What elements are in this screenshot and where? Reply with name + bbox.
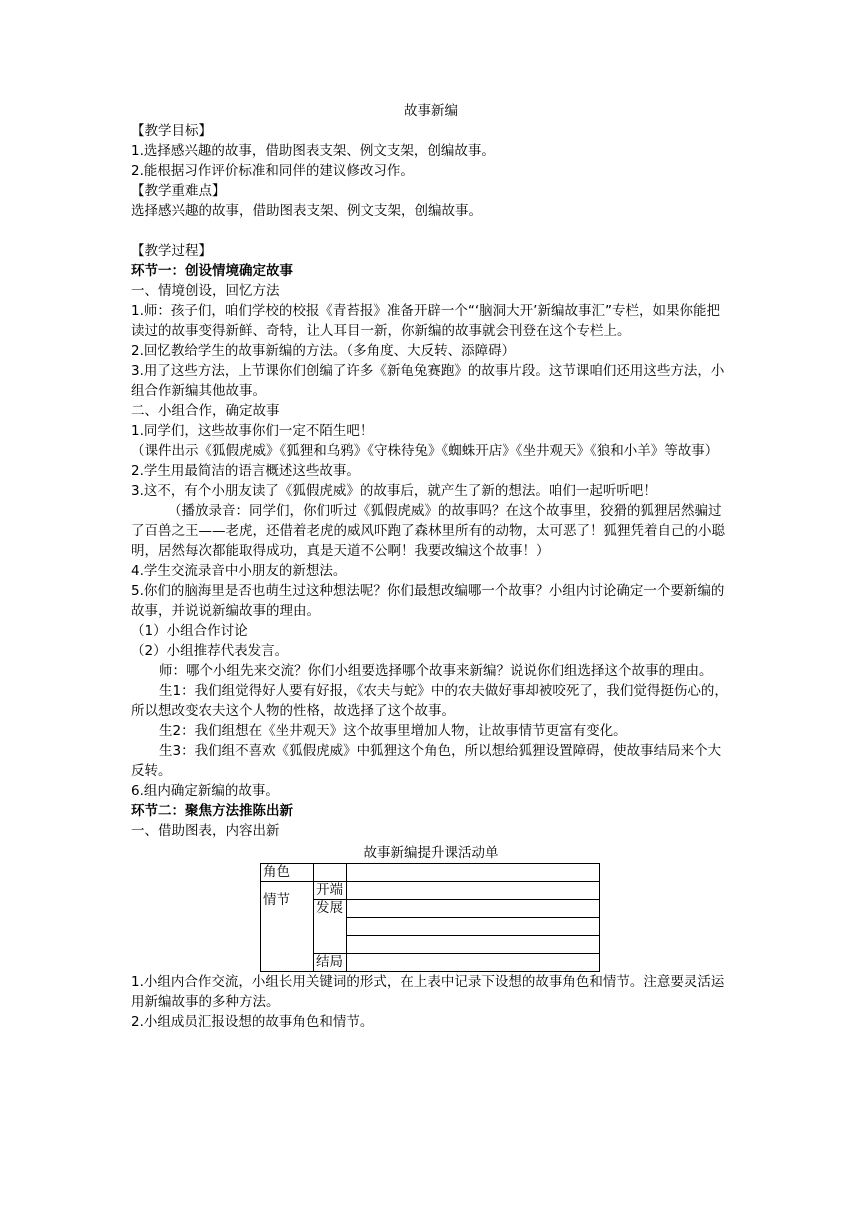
key-points-text: 选择感兴趣的故事，借助图表支架、例文支架，创编故事。: [131, 203, 482, 219]
process-heading: 【教学过程】: [131, 243, 212, 259]
table-cell-empty: [347, 882, 600, 900]
paragraph: 生3：我们组不喜欢《狐假虎威》中狐狸这个角色，所以想给狐狸设置障碍，使故事结局来个大反转。: [131, 743, 722, 779]
paragraph: 3.这不，有个小朋友读了《狐假虎威》的故事后，就产生了新的想法。咱们一起听听吧！: [131, 483, 657, 499]
paragraph: 1.师：孩子们，咱们学校的校报《青苔报》准备开辟一个“‘脑洞大开’新编故事汇”专栏，如果你能把读过的故事变得新鲜、奇特，让人耳目一新，你新编的故事就会刊登在这个专栏上。: [131, 303, 720, 339]
stage1-subheading: 二、小组合作，确定故事: [131, 403, 280, 419]
key-points-heading: 【教学重难点】: [131, 183, 226, 199]
objective-item: 2.能根据习作评价标准和同伴的建议修改习作。: [131, 163, 414, 179]
stage2-subheading: 一、借助图表，内容出新: [131, 823, 280, 839]
paragraph: 5.你们的脑海里是否也萌生过这种想法呢？你们最想改编哪一个故事？小组内讨论确定一个要新编的故事，并说说新编故事的理由。: [131, 583, 725, 619]
paragraph: 师：哪个小组先来交流？你们小组要选择哪个故事来新编？说说你们组选择这个故事的理由。: [159, 663, 713, 679]
stage1-heading: 环节一：创设情境确定故事: [131, 263, 293, 279]
table-cell-plot: 情节: [261, 882, 314, 972]
document-body: [131, 101, 731, 1032]
paragraph: 生1：我们组觉得好人要有好报，《农夫与蛇》中的农夫做好事却被咬死了，我们觉得挺伤心的，所以想改变农夫这个人物的性格，故选择了这个故事。: [131, 683, 728, 719]
table-cell-empty: [347, 900, 600, 918]
paragraph: 2.小组成员汇报设想的故事角色和情节。: [131, 1014, 374, 1030]
stage1-subheading: 一、情境创设，回忆方法: [131, 283, 280, 299]
table-cell-empty: [314, 864, 347, 882]
paragraph: 1.同学们，这些故事你们一定不陌生吧！: [131, 423, 374, 439]
paragraph: 2.学生用最简洁的语言概述这些故事。: [131, 463, 360, 479]
table-cell-empty: [347, 918, 600, 936]
document-title: 故事新编: [404, 103, 458, 119]
blank-line: [131, 221, 731, 241]
paragraph: 1.小组内合作交流，小组长用关键词的形式，在上表中记录下设想的故事角色和情节。注意要灵活运用新编故事的多种方法。: [131, 974, 725, 1010]
paragraph: 2.回忆教给学生的故事新编的方法。（多角度、大反转、添障碍）: [131, 343, 516, 359]
stage2-heading: 环节二：聚焦方法推陈出新: [131, 803, 293, 819]
table-cell-empty: [347, 954, 600, 972]
table-cell-empty: [347, 864, 600, 882]
paragraph: （2）小组推荐代表发言。: [131, 643, 289, 659]
paragraph: 6.组内确定新编的故事。: [131, 783, 279, 799]
table-cell-role: 角色: [261, 864, 314, 882]
paragraph: （1）小组合作讨论: [131, 623, 248, 639]
activity-table-title: 故事新编提升课活动单: [363, 845, 499, 861]
paragraph: （课件出示《狐假虎威》《狐狸和乌鸦》《守株待兔》《蜘蛛开店》《坐井观天》《狼和小羊》等故事）: [131, 443, 719, 459]
objective-item: 1.选择感兴趣的故事，借助图表支架、例文支架，创编故事。: [131, 143, 495, 159]
paragraph: 3.用了这些方法，上节课你们创编了许多《新龟兔赛跑》的故事片段。这节课咱们还用这些方法，小组合作新编其他故事。: [131, 363, 725, 399]
table-cell-end: 结局: [314, 954, 347, 972]
table-cell-empty: [347, 936, 600, 954]
table-row: [261, 864, 600, 882]
activity-table: [260, 863, 600, 972]
paragraph: 生2：我们组想在《坐井观天》这个故事里增加人物，让故事情节更富有变化。: [159, 723, 627, 739]
paragraph: （播放录音：同学们，你们听过《狐假虎威》的故事吗？在这个故事里，狡猾的狐狸居然骗过了百兽之王——老虎，还借着老虎的威风吓跑了森林里所有的动物，太可恶了！狐狸凭着自己的小聪明，居然每次都能取得成功，真是天道不公啊！我要改编这个故事！）: [131, 503, 725, 559]
table-cell-start: 开端: [314, 882, 347, 900]
table-cell-develop: 发展: [314, 900, 347, 954]
objectives-heading: 【教学目标】: [131, 123, 212, 139]
table-row: [261, 882, 600, 900]
paragraph: 4.学生交流录音中小朋友的新想法。: [131, 563, 347, 579]
